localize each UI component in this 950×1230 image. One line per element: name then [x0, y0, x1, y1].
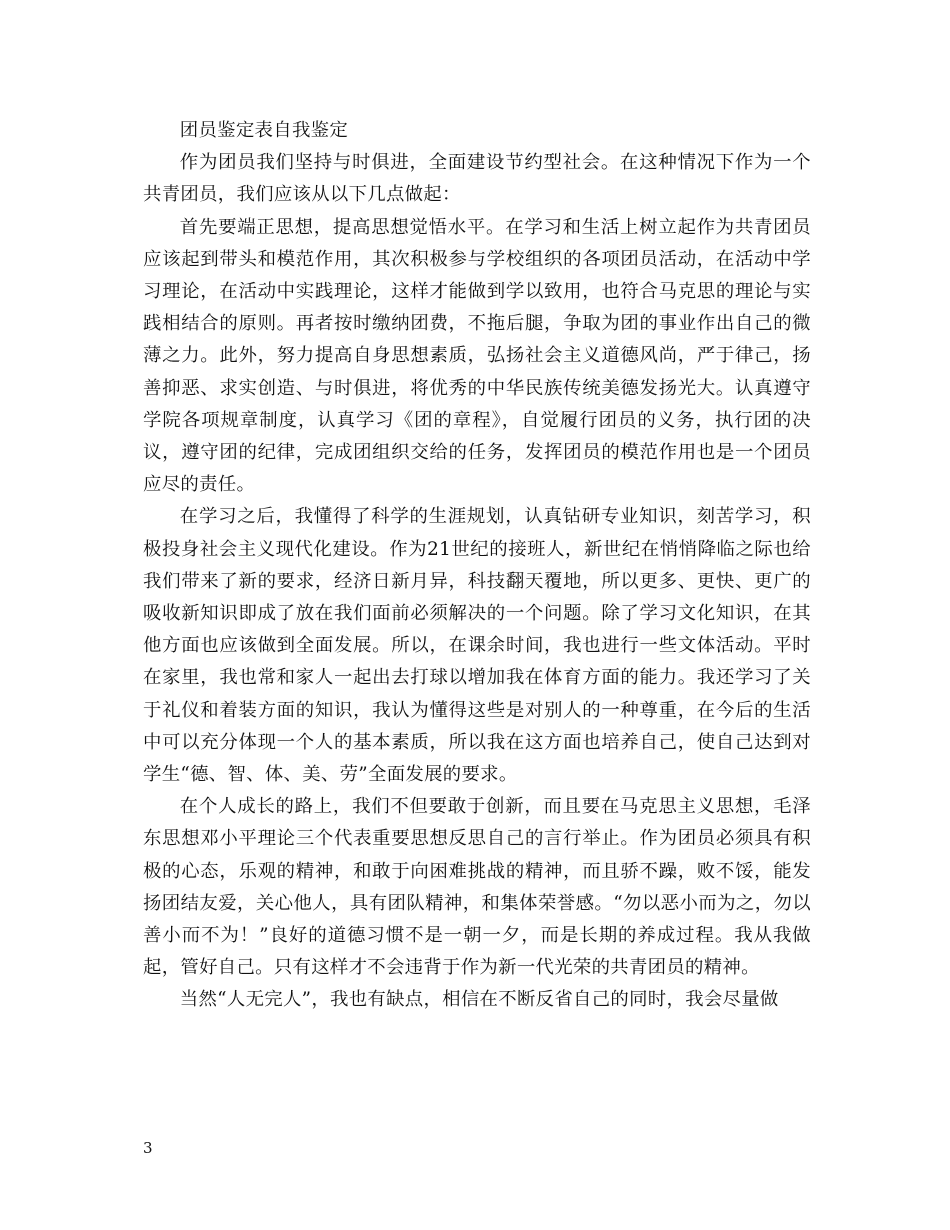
paragraph-intro: 作为团员我们坚持与时俱进，全面建设节约型社会。在这种情况下作为一个共青团员，我们应该从以下几点做起： — [143, 152, 811, 206]
paragraph-study: 在学习之后，我懂得了科学的生涯规划，认真钻研专业知识，刻苦学习，积极投身社会主义现代化建设。作为21世纪的接班人，新世纪在悄悄降临之际也给我们带来了新的要求，经济日新月异，科技翻天覆地，所以更多、更快、更广的吸收新知识即成了放在我们面前必须解决的一个问题。除了学习文化知识，在其他方面也应该做到全面发展。所以，在课余时间，我也进行一些文体活动。平时在家里，我也常和家人一起出去打球以增加我在体育方面的能力。我还学习了关于礼仪和着装方面的知识，我认为懂得这些是对别人的一种尊重，在今后的生活中可以充分体现一个人的基本素质，所以我在这方面也培养自己，使自己达到对学生“德、智、体、美、劳”全面发展的要求。 — [143, 506, 811, 786]
document-title: 团员鉴定表自我鉴定 — [179, 120, 349, 141]
document-body — [143, 115, 811, 1017]
paragraph-thought: 首先要端正思想，提高思想觉悟水平。在学习和生活上树立起作为共青团员应该起到带头和模范作用，其次积极参与学校组织的各项团员活动，在活动中学习理论，在活动中实践理论，这样才能做到学以致用，也符合马克思的理论与实践相结合的原则。再者按时缴纳团费，不拖后腿，争取为团的事业作出自己的微薄之力。此外，努力提高自身思想素质，弘扬社会主义道德风尚，严于律己，扬善抑恶、求实创造、与时俱进，将优秀的中华民族传统美德发扬光大。认真遵守学院各项规章制度，认真学习《团的章程》，自觉履行团员的义务，执行团的决议，遵守团的纪律，完成团组织交给的任务，发挥团员的模范作用也是一个团员应尽的责任。 — [143, 216, 811, 496]
paragraph-shortcomings: 当然“人无完人”，我也有缺点，相信在不断反省自己的同时，我会尽量做 — [179, 989, 779, 1011]
paragraph-growth: 在个人成长的路上，我们不但要敢于创新，而且要在马克思主义思想，毛泽东思想邓小平理论三个代表重要思想反思自己的言行举止。作为团员必须具有积极的心态，乐观的精神，和敢于向困难挑战的精神，而且骄不躁，败不馁，能发扬团结友爱，关心他人，具有团队精神，和集体荣誉感。“勿以恶小而为之，勿以善小而不为！”良好的道德习惯不是一朝一夕，而是长期的养成过程。我从我做起，管好自己。只有这样才不会违背于作为新一代光荣的共青团员的精神。 — [143, 796, 811, 979]
page-number: 3 — [143, 1139, 153, 1157]
